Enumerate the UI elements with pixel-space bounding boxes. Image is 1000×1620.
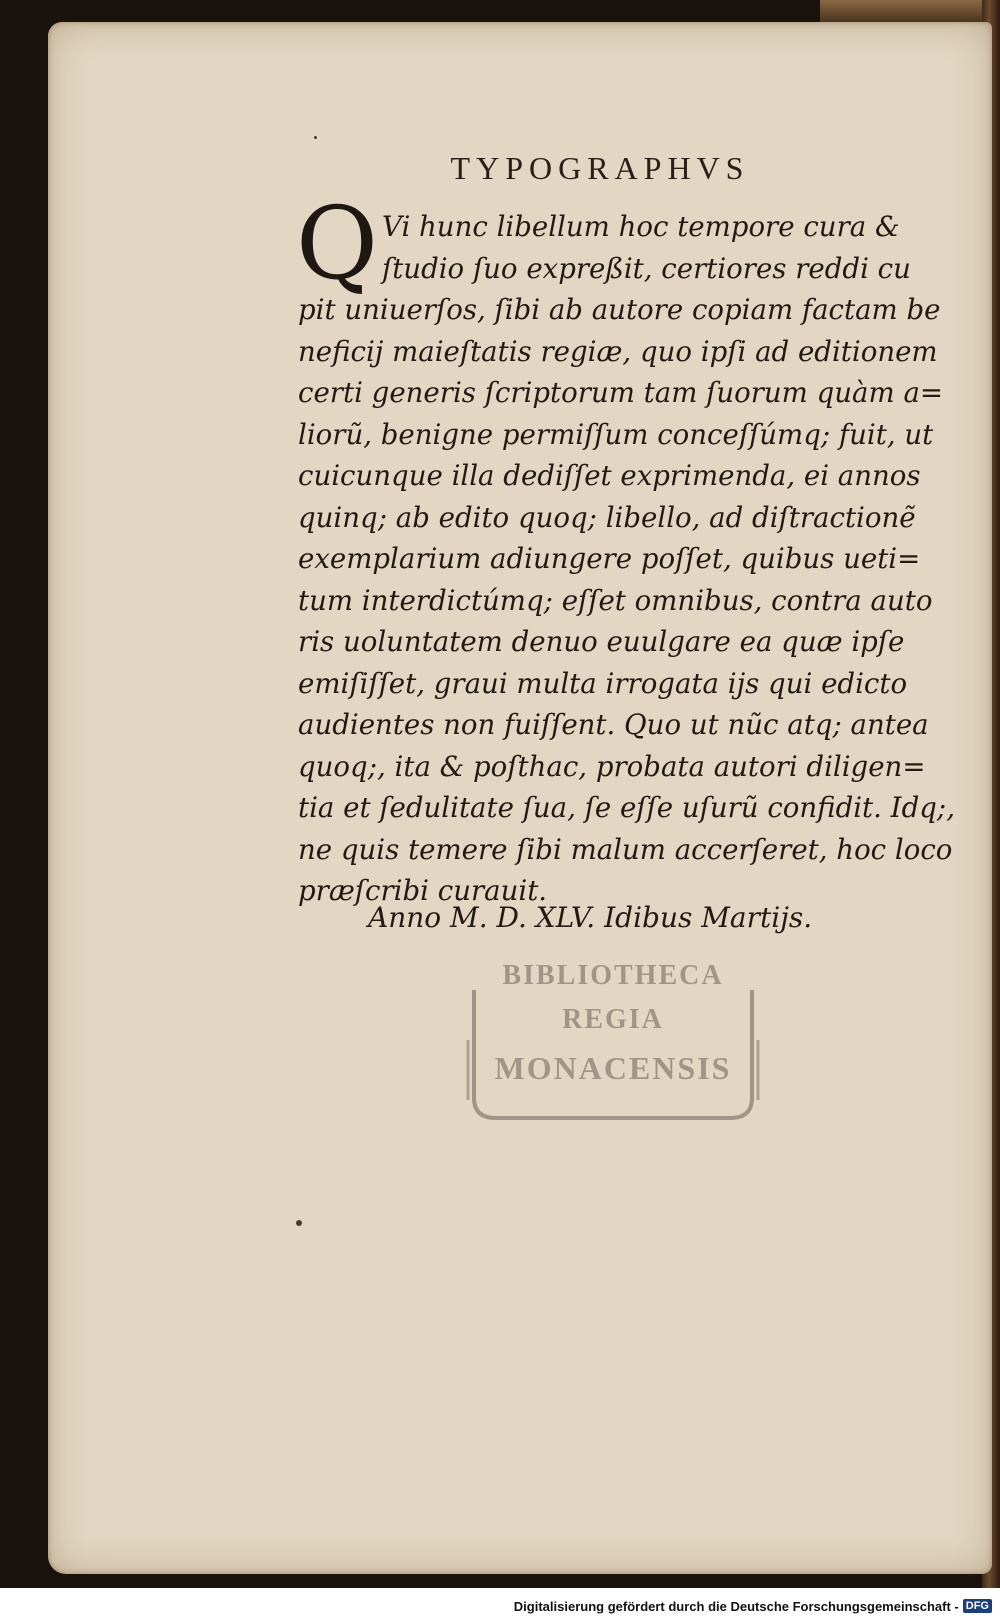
text-line: ſtudio ſuo expreßit, certiores reddi cu bbox=[382, 251, 911, 285]
text-line: Vi hunc libellum hoc tempore cura & bbox=[382, 210, 900, 243]
credit-text: Digitalisierung gefördert durch die Deutsche Forschungsgemeinschaft - bbox=[513, 1598, 959, 1614]
stamp-text: MONACENSIS bbox=[494, 1050, 732, 1086]
text-line: liorũ, benigne permiſſum conceſſúmq; fuit, ut bbox=[298, 417, 934, 451]
text-line: pit uniuerſos, ſibi ab autore copiam factam be bbox=[298, 293, 941, 326]
text-line: quoq;, ita & poſthac, probata autori diligen= bbox=[298, 749, 926, 783]
body-paragraph bbox=[298, 206, 955, 912]
text-line: certi generis ſcriptorum tam ſuorum quàm a= bbox=[298, 376, 944, 409]
text-line: præſcribi curauit. bbox=[298, 874, 548, 907]
text-line: ris uoluntatem denuo euulgare ea quæ ipſe bbox=[298, 625, 905, 658]
page-speck bbox=[296, 1220, 302, 1226]
page-heading: TYPOGRAPHVS bbox=[450, 150, 750, 186]
drop-cap: Q bbox=[296, 185, 378, 302]
book-edge-top bbox=[820, 0, 990, 22]
text-line: emiſiſſet, graui multa irrogata ijs qui edicto bbox=[298, 666, 908, 700]
stamp-text: BIBLIOTHECA bbox=[502, 960, 724, 991]
library-stamp bbox=[466, 950, 760, 1130]
text-line: tum interdictúmq; eſſet omnibus, contra auto bbox=[298, 583, 933, 617]
text-line: cuicunque illa dediſſet exprimenda, ei annos bbox=[298, 459, 921, 492]
text-line: ne quis temere ſibi malum accerſeret, hoc loco bbox=[298, 832, 953, 866]
page-speck bbox=[314, 136, 317, 139]
dfg-logo: DFG bbox=[963, 1599, 992, 1613]
digitization-credit bbox=[514, 1596, 992, 1616]
text-line: audientes non fuiſſent. Quo ut nũc atq; antea bbox=[298, 708, 929, 741]
dateline: Anno M. D. XLV. Idibus Martijs. bbox=[368, 901, 813, 934]
text-line: quinq; ab edito quoq; libello, ad diſtractionẽ bbox=[298, 500, 916, 534]
text-line: exemplarium adiungere poſſet, quibus ueti= bbox=[298, 542, 921, 575]
text-line: tia et ſedulitate ſua, ſe eſſe uſurũ confidit. Idq;, bbox=[298, 791, 955, 824]
text-line: neficij maieſtatis regiæ, quo ipſi ad editionem bbox=[298, 334, 938, 368]
stamp-text: REGIA bbox=[562, 1004, 664, 1035]
